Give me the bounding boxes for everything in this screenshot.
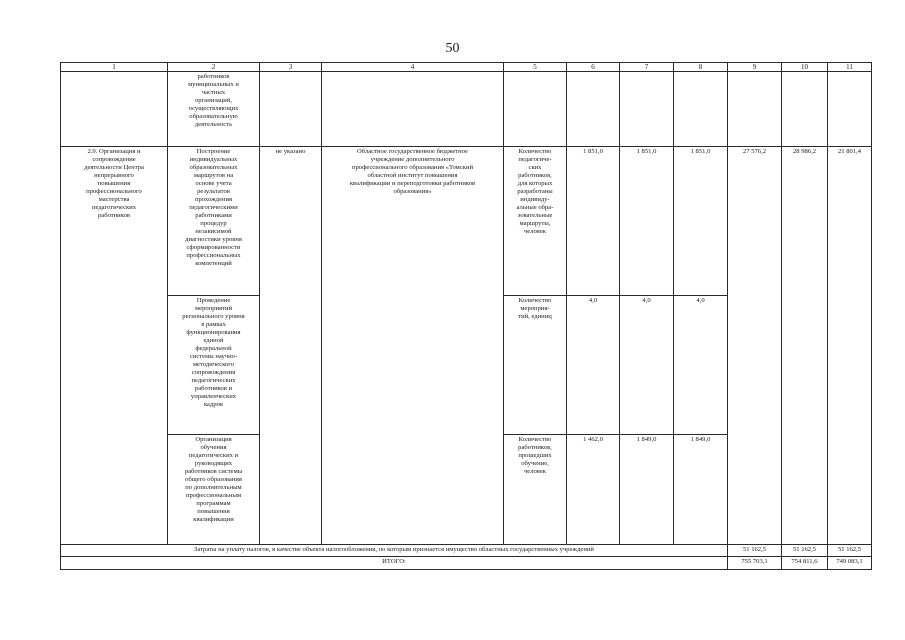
cell bbox=[782, 72, 828, 147]
value-cell: 4,0 bbox=[674, 296, 728, 435]
activity-cell: Построение индивидуальных образовательных маршрутов на основе учета результатов прохождения педагогическими работниками процедур независимой диагностики уровня сформированности профессиональных компетенций bbox=[168, 147, 260, 296]
cell bbox=[728, 72, 782, 147]
table-row bbox=[61, 147, 872, 296]
header-row bbox=[61, 63, 872, 72]
cell bbox=[567, 72, 620, 147]
value-cell: 1 849,0 bbox=[620, 435, 674, 545]
cell bbox=[260, 72, 322, 147]
indicator-cell: Количество мероприя- тий, единиц bbox=[504, 296, 567, 435]
value-cell: 1 851,0 bbox=[620, 147, 674, 296]
cell bbox=[674, 72, 728, 147]
total-value-cell: 755 703,1 bbox=[728, 557, 782, 570]
page-number: 50 bbox=[445, 41, 460, 56]
cell bbox=[504, 72, 567, 147]
tax-value-cell: 51 162,5 bbox=[828, 545, 872, 557]
header-cell-9: 9 bbox=[728, 63, 782, 72]
header-cell-3: 3 bbox=[260, 63, 322, 72]
indicator-cell: Количество педагогиче- ских работников, для которых разработаны индивиду- альные обра- зовательные маршруты, человек bbox=[504, 147, 567, 296]
total-label: ИТОГО: bbox=[61, 557, 728, 570]
total-value-cell: 754 811,6 bbox=[782, 557, 828, 570]
header-cell-1: 1 bbox=[61, 63, 168, 72]
value-cell: 1 851,0 bbox=[567, 147, 620, 296]
cell bbox=[322, 72, 504, 147]
funding-cell: 27 576,2 bbox=[728, 147, 782, 545]
activity-cell: Проведение мероприятий регионального уровня в рамках функционирования единой федеральной системы научно- методического сопровождения педагогических работников и управленческих кадров bbox=[168, 296, 260, 435]
value-cell: 1 851,0 bbox=[674, 147, 728, 296]
header-cell-10: 10 bbox=[782, 63, 828, 72]
tax-label: Затраты на уплату налогов, в качестве объекта налогообложения, по которым признается имущество областных государственных учреждений bbox=[61, 545, 728, 557]
header-cell-5: 5 bbox=[504, 63, 567, 72]
header-cell-2: 2 bbox=[168, 63, 260, 72]
cell bbox=[620, 72, 674, 147]
executor-cell: Областное государственное бюджетное учреждение дополнительного профессионального образования «Томский областной институт повышения квалификации и переподготовки работников образования» bbox=[322, 147, 504, 545]
header-cell-4: 4 bbox=[322, 63, 504, 72]
tax-row bbox=[61, 545, 872, 557]
budget-table bbox=[60, 62, 872, 570]
continuation-activity-text: работников муниципальных и частных организаций, осуществляющих образовательную деятельность bbox=[168, 72, 260, 147]
funding-cell: 21 801,4 bbox=[828, 147, 872, 545]
header-cell-11: 11 bbox=[828, 63, 872, 72]
header-cell-6: 6 bbox=[567, 63, 620, 72]
header-cell-8: 8 bbox=[674, 63, 728, 72]
value-cell: 1 849,0 bbox=[674, 435, 728, 545]
continuation-row bbox=[61, 72, 872, 147]
total-row bbox=[61, 557, 872, 570]
cell bbox=[828, 72, 872, 147]
header-cell-7: 7 bbox=[620, 63, 674, 72]
value-cell: 1 462,0 bbox=[567, 435, 620, 545]
indicator-cell: Количество работников, прошедших обучение, человек bbox=[504, 435, 567, 545]
task-name-cell: 2.9. Организация и сопровождение деятельности Центра непрерывного повышения профессионального мастерства педагогических работников bbox=[61, 147, 168, 545]
deadline-cell: не указано bbox=[260, 147, 322, 545]
tax-value-cell: 51 162,5 bbox=[782, 545, 828, 557]
activity-cell: Организация обучения педагогических и руководящих работников системы общего образования по дополнительным профессиональным программам повышения квалификации bbox=[168, 435, 260, 545]
cell bbox=[61, 72, 168, 147]
value-cell: 4,0 bbox=[567, 296, 620, 435]
tax-value-cell: 51 162,5 bbox=[728, 545, 782, 557]
funding-cell: 28 986,2 bbox=[782, 147, 828, 545]
total-value-cell: 749 083,1 bbox=[828, 557, 872, 570]
value-cell: 4,0 bbox=[620, 296, 674, 435]
